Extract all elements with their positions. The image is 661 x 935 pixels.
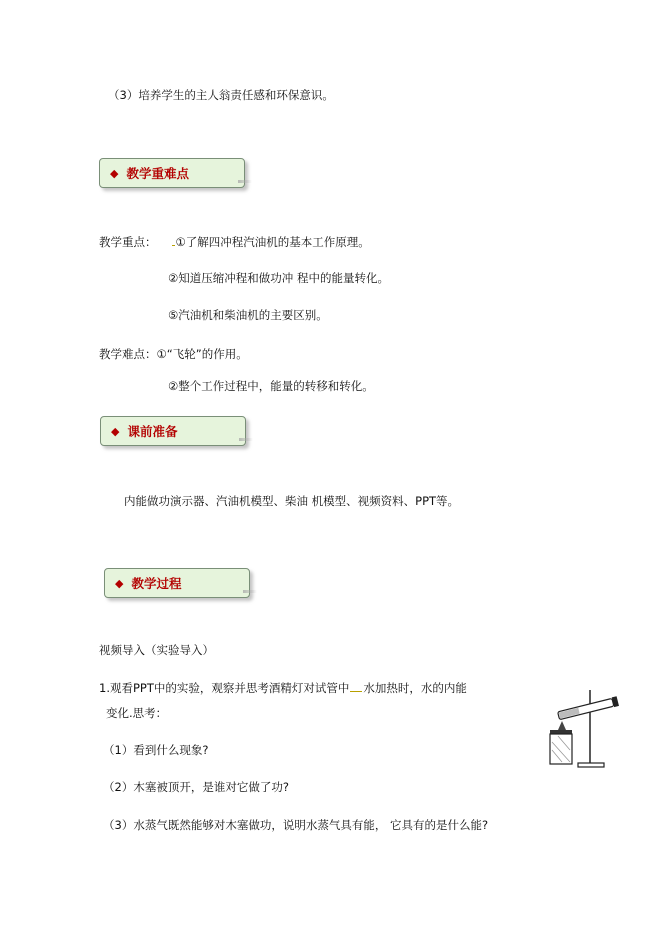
key-label: 教学重点： xyxy=(99,235,157,249)
objective-3-text: （3）培养学生的主人翁责任感和环保意识。 xyxy=(108,88,334,102)
step1-text-b: 水加热时，水的内能 xyxy=(363,681,467,695)
difficult-item-2: ②整个工作过程中，能量的转移和转化。 xyxy=(168,379,374,393)
diamond-icon: ◆ xyxy=(111,424,120,438)
process-step-1 xyxy=(99,681,467,695)
process-intro xyxy=(99,643,214,657)
experiment-apparatus-illustration xyxy=(546,684,626,774)
difficult-point-1 xyxy=(99,347,248,361)
cursor-mark xyxy=(172,236,175,246)
diamond-icon: ◆ xyxy=(115,576,124,590)
process-step-1-cont xyxy=(106,706,167,720)
question-1-text: （1）看到什么现象? xyxy=(103,743,209,757)
difficult-point-2 xyxy=(168,379,374,393)
process-intro-text: 视频导入（实验导入） xyxy=(99,643,214,657)
preparation-content: 内能做功演示器、汽油机模型、柴油 机模型、视频资料、PPT等。 xyxy=(124,494,460,508)
header-shadow-tail xyxy=(238,180,252,183)
question-1 xyxy=(103,743,208,757)
key-point-2 xyxy=(168,271,389,285)
diamond-icon: ◆ xyxy=(110,166,119,180)
section-title: 教学重难点 xyxy=(126,166,189,181)
objective-3 xyxy=(108,88,334,102)
question-2-text: （2）木塞被顶开，是谁对它做了功? xyxy=(103,780,289,794)
preparation-text xyxy=(124,494,459,508)
cursor-mark xyxy=(350,682,362,692)
section-title: 教学过程 xyxy=(131,576,182,591)
question-3-text: （3）水蒸气既然能够对木塞做功，说明水蒸气具有能， 它具有的是什么能? xyxy=(103,818,489,832)
section-header-process xyxy=(104,568,250,598)
header-shadow-tail xyxy=(243,590,257,593)
question-3 xyxy=(103,818,488,832)
difficult-item-1: ①“飞轮”的作用。 xyxy=(156,347,248,361)
section-header-preparation xyxy=(100,416,246,446)
section-title: 课前准备 xyxy=(127,424,178,439)
key-item-3: ⑤汽油机和柴油机的主要区别。 xyxy=(168,308,328,322)
header-shadow-tail xyxy=(239,438,253,441)
step1-text-a: 1.观看PPT中的实验，观察并思考酒精灯对试管中 xyxy=(99,681,350,695)
key-item-2: ②知道压缩冲程和做功冲 程中的能量转化。 xyxy=(168,271,389,285)
key-point-3 xyxy=(168,308,328,322)
section-header-key-points xyxy=(99,158,245,188)
key-item-1: ①了解四冲程汽油机的基本工作原理。 xyxy=(175,235,370,249)
step1-text-c: 变化.思考： xyxy=(106,706,168,720)
question-2 xyxy=(103,780,289,794)
difficult-label: 教学难点： xyxy=(99,347,157,361)
key-point-1 xyxy=(99,235,370,249)
